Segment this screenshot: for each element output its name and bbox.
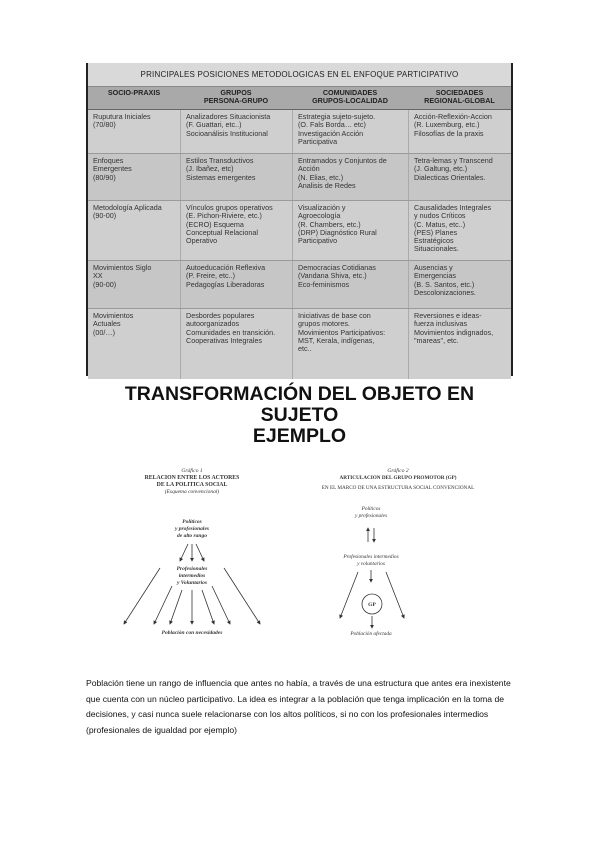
table-header-cell: COMUNIDADES GRUPOS-LOCALIDAD [312,88,388,105]
diagram-node: intermedios [178,573,206,579]
diagram-node: y Voluntarios [176,580,208,586]
gp-circle-label: GP [368,602,376,608]
diagram-node: Políticos [361,506,381,512]
table-cell: Iniciativas de base con grupos motores. Movimientos Participativos: MST, Kerala, indígenas, etc.. [292,309,408,379]
methodology-table [86,63,513,376]
diagram-node: Políticos [182,519,202,525]
diagram-node: Población con necesidades [161,630,223,636]
diagram-node: y profesionales [354,513,388,519]
graphic-label: Gráfico 1 [181,468,203,474]
table-cell: Entramados y Conjuntos de Acción (N. Elias, etc.) Analisis de Redes [292,154,408,200]
heading-line: SUJETO [260,404,339,426]
table-cell: Movimientos Actuales (00/…) [93,311,134,337]
graphic-1 [112,468,272,648]
graphic-title: DE LA POLITICA SOCIAL [156,482,228,488]
table-cell: Causalidades Integrales y nudos Críticos (C. Matus, etc..) (PES) Planes Estratégicos Situacionales. [408,201,511,260]
table-row [88,201,511,261]
table-row [88,154,511,201]
heading-line: TRANSFORMACIÓN DEL OBJETO EN [124,383,475,405]
diagram-node: y voluntarios [357,561,385,567]
graphic-subtitle: (Esquema convencional) [164,489,220,495]
table-cell: Ruputura Iniciales (70/80) [93,112,151,130]
table-cell: Visualización y Agroecología (R. Chambers, etc.) (DRP) Diagnóstico Rural Participativo [292,201,408,260]
table-cell: Tetra-lemas y Transcend (J. Galtung, etc.) Dialecticas Orientales. [408,154,511,200]
table-body [88,110,511,379]
table-row [88,110,511,154]
table-cell: Enfoques Emergentes (80/90) [93,156,132,182]
table-cell: Autoeducación Reflexiva (P. Freire, etc..) Pedagogías Liberadoras [180,261,292,308]
diagram-node: de alto rango [177,533,207,539]
table-cell: Democracias Cotidianas (Vandana Shiva, etc.) Eco-feminismos [292,261,408,308]
graphic-label: Gráfico 2 [387,468,409,474]
table-cell: Ausencias y Emergencias (B. S. Santos, etc.) Descolonizaciones. [408,261,511,308]
graphic-2-arrows [308,468,488,648]
graphic-2 [308,468,488,648]
table-row [88,309,511,379]
table-cell: Analizadores Situacionista (F. Guattari, etc..) Socioanálisis Institucional [180,110,292,153]
gp-circle [362,594,382,614]
heading-line: EJEMPLO [252,425,347,447]
graphic-1-arrows [112,468,272,648]
diagram-node: Profesionales [176,566,208,572]
table-cell: Estrategia sujeto-sujeto. (O. Fals Borda… etc) Investigación Acción Participativa [292,110,408,153]
table-header-cell: SOCIEDADES REGIONAL-GLOBAL [424,88,495,105]
table-cell: Movimientos Siglo XX (90-00) [93,263,152,289]
graphic-title: EN EL MARCO DE UNA ESTRUCTURA SOCIAL CONVENCIONAL [321,485,475,491]
table-cell: Acción-Reflexión-Accion (R. Luxemburg, etc.) Filosofías de la praxis [408,110,511,153]
table-cell: Metodología Aplicada (90-00) [93,203,162,221]
table-header-cell: SOCIO-PRAXIS [107,88,161,97]
body-paragraph: Población tiene un rango de influencia que antes no había, a través de una estructura que antes era inexistente que cuenta con un núcleo participativo. La idea es integrar a la población que tenga implicación en la toma de decisiones, y casi nunca suele relacionarse con los altos políticos, si no con los profesionales intermedios (profesionales de igualdad por ejemplo) [86,678,511,735]
table-title: PRINCIPALES POSICIONES METODOLOGICAS EN EL ENFOQUE PARTICIPATIVO [88,63,511,87]
section-heading [0,384,599,447]
table-header-row [88,87,511,110]
graphic-title: ARTICULACION DEL GRUPO PROMOTOR (GP) [339,475,457,481]
table-header-cell: GRUPOS PERSONA-GRUPO [203,88,269,105]
diagram-node: y profesionales [174,526,210,532]
graphic-title: RELACION ENTRE LOS ACTORES [144,475,240,481]
table-row [88,261,511,309]
table-cell: Reversiones e ideas- fuerza inclusivas Movimientos indignados, "mareas", etc. [408,309,511,379]
diagram-node: Población afectada [350,631,392,637]
table-cell: Vínculos grupos operativos (E. Pichon-Riviere, etc.) (ECRO) Esquema Conceptual Relacional Operativo [180,201,292,260]
table-cell: Estilos Transductivos (J. Ibañez, etc) Sistemas emergentes [180,154,292,200]
table-cell: Desbordes populares autoorganizados Comunidades en transición. Cooperativas Integrales [180,309,292,379]
diagram-node: Profesionales intermedios [343,554,399,560]
